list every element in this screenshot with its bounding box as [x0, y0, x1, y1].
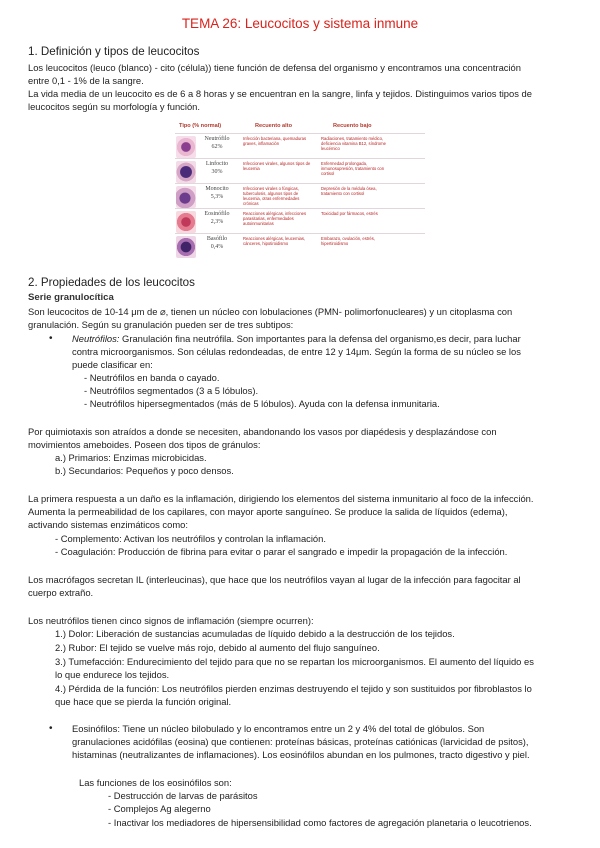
table-row-eosinofilo [175, 208, 425, 234]
table-header-high: Recuento alto [255, 123, 292, 129]
table-cell-high: Infecciones virales o fúngicas, tuberculosis, algunos tipos de leucemia, otras enfermedades crónicas [243, 186, 300, 206]
eosinofilos-line2: granulaciones acidófilas (eosina) que contienen: proteínas básicas, proteínas catiónicas (larvicidad de psitos), [72, 736, 529, 747]
table-row-basofilo [175, 233, 425, 259]
bullet-neutrofilos: • [49, 333, 53, 344]
table-header-type: Tipo (% normal) [179, 123, 222, 129]
table-header-low: Recuento bajo [333, 123, 372, 129]
neutrofilo-type-segmentados: - Neutrófilos segmentados (3 a 5 lóbulos). [84, 385, 259, 396]
enzima-complemento: - Complemento: Activan los neutrófilos y controlan la inflamación. [55, 533, 326, 544]
table-cell-type: Eosinófilo 2,3% [204, 211, 230, 225]
inflamacion-line2: Aumenta la permeabilidad de los capilares, con mayor aporte sanguíneo. Se produce la salida de líquidos (edema), [28, 506, 508, 517]
signo-rubor: 2.) Rubor: El tejido se vuelve más rojo, debido al aumento del flujo sanguíneo. [55, 642, 380, 653]
sec1-para1-line2: entre 0,1 - 1% de la sangre. [28, 75, 144, 86]
table-cell-type: Basófilo 0,4% [206, 236, 228, 250]
eosinofilos-line3: histaminas (neutralizantes de inflamaciones). Los eosinófilos abundan en los pulmones, tracto digestivo y piel. [72, 749, 530, 760]
table-cell-low: Embarazo, ovulación, estrés, hipertiroidismo [321, 236, 375, 246]
signo-dolor: 1.) Dolor: Liberación de sustancias acumuladas de líquido debido a la destrucción de los tejidos. [55, 628, 455, 639]
signo-perdida-funcion: 4.) Pérdida de la función: Los neutrófilos pierden enzimas destruyendo el tejido y son sustituidos por fibroblastos lo [55, 683, 532, 694]
eos-funcion-1: - Destrucción de larvas de parásitos [108, 790, 258, 801]
basophil-cell-image [176, 236, 196, 258]
neutrofilos-line2: contra microorganismos. Son células redondeadas, de entre 12 y 14μm. Según la forma de su núcleo se los [72, 346, 521, 357]
page-title: TEMA 26: Leucocitos y sistema inmune [181, 16, 419, 31]
table-cell-type: Linfocito 30% [205, 161, 229, 175]
inflamacion-line3: activando sistemas enzimáticos como: [28, 519, 188, 530]
quimiotaxis-line1: Por quimiotaxis son atraídos a donde se necesiten, abandonando los vasos por diapédesis y desplazándose con [28, 426, 497, 437]
neutrofilos-line1: Neutrófilos: Granulación fina neutrófila. Son importantes para la defensa del organismo,es decir, para luchar [72, 333, 521, 344]
granulos-primarios: a.) Primarios: Enzimas microbicidas. [55, 452, 207, 463]
bullet-eosinofilos: • [49, 723, 53, 734]
neutrofilo-type-hiper: - Neutrófilos hipersegmentados (más de 5 lóbulos). Ayuda con la defensa inmunitaria. [84, 398, 440, 409]
table-cell-low: Toxicidad por fármacos, estrés [321, 211, 378, 216]
neutrophil-cell-image [176, 136, 196, 158]
inflamacion-line1: La primera respuesta a un daño es la inflamación, dirigiendo los elementos del sistema inmunitario al foco de la infección. [28, 493, 534, 504]
granulos-secundarios: b.) Secundarios: Pequeños y poco densos. [55, 465, 234, 476]
table-cell-type: Neutrófilo 62% [204, 136, 230, 150]
leukocyte-table-figure [175, 121, 425, 261]
table-cell-low: Enfermedad prolongada, inmunosupresión, tratamiento con cortisol [321, 161, 385, 176]
table-row-linfocito [175, 158, 425, 184]
sec2-para1-line1: Son leucocitos de 10-14 μm de ⌀, tienen un núcleo con lobulaciones (PMN- polimorfonucleares) y un citoplasma con [28, 306, 513, 317]
sec1-para2-line1: La vida media de un leucocito es de 6 a 8 horas y se encuentran en la sangre, linfa y tejidos. Distinguimos varios tipos de [28, 88, 532, 99]
table-cell-high: Infección bacteriana, quemaduras graves, inflamación [243, 136, 307, 146]
section-2-subheading: Serie granulocítica [28, 292, 114, 303]
table-cell-high: Reacciones alérgicas, infecciones parasitarias, enfermedades autoinmunitarias [243, 211, 307, 226]
enzima-coagulacion: - Coagulación: Producción de fibrina para evitar o parar el sangrado e impedir la propagación de la infección. [55, 546, 508, 557]
neutrofilos-line3: puede clasificar en: [72, 359, 153, 370]
sec2-para1-line2: granulación. Según su granulación pueden ser de tres subtipos: [28, 319, 294, 330]
monocyte-cell-image [176, 186, 196, 208]
sec1-para1-line1: Los leucocitos (leuco (blanco) - cito (célula)) tiene función de defensa del organismo y encontramos una concentración [28, 62, 521, 73]
macrofagos-line1: Los macrófagos secretan IL (interleucinas), que hace que los neutrófilos vayan al lugar de la infección para fagocitar al [28, 574, 521, 585]
quimiotaxis-line2: movimientos ameboides. Poseen dos tipos de gránulos: [28, 439, 261, 450]
table-cell-high: Infecciones virales, algunos tipos de leucemia [243, 161, 311, 171]
table-cell-low: Depresión de la médula ósea, tratamiento con cortisol [321, 186, 377, 196]
macrofagos-line2: cuerpo extraño. [28, 587, 94, 598]
sec1-para2-line2: leucocitos según su morfología y función. [28, 101, 200, 112]
table-row-monocito [175, 183, 425, 209]
eos-funcion-3: - Inactivar los mediadores de hipersensibilidad como factores de agregación planetaria o leucotrienos. [108, 817, 532, 828]
signo-tumefaccion: 3.) Tumefacción: Endurecimiento del tejido para que no se repartan los microorganismos. El aumento del líquido es [55, 656, 534, 667]
table-cell-type: Monocito 5,3% [205, 186, 229, 200]
section-2-heading: 2. Propiedades de los leucocitos [28, 276, 195, 289]
table-cell-low: Radiaciones, tratamiento médico, deficiencia vitamina B12, síndrome leucémico [321, 136, 386, 151]
eosinofilos-line1: Eosinófilos: Tiene un núcleo bilobulado y lo encontramos entre un 2 y 4% del total de glóbulos. Son [72, 723, 485, 734]
eos-funciones-intro: Las funciones de los eosinófilos son: [79, 777, 232, 788]
eos-funcion-2: - Complejos Ag alegerno [108, 803, 211, 814]
section-1-heading: 1. Definición y tipos de leucocitos [28, 45, 200, 58]
signos-intro: Los neutrófilos tienen cinco signos de inflamación (siempre ocurren): [28, 615, 314, 626]
table-row-neutrofilo [175, 133, 425, 159]
signo-tumefaccion-cont: lo que endurece los tejidos. [55, 669, 170, 680]
lymphocyte-cell-image [176, 161, 196, 183]
neutrofilo-type-banda: - Neutrófilos en banda o cayado. [84, 372, 220, 383]
signo-perdida-funcion-cont: que hace que se pierda la función original. [55, 696, 232, 707]
table-cell-high: Reacciones alérgicas, leucemias, cánceres, hipotiroidismo [243, 236, 306, 246]
eosinophil-cell-image [176, 211, 196, 233]
